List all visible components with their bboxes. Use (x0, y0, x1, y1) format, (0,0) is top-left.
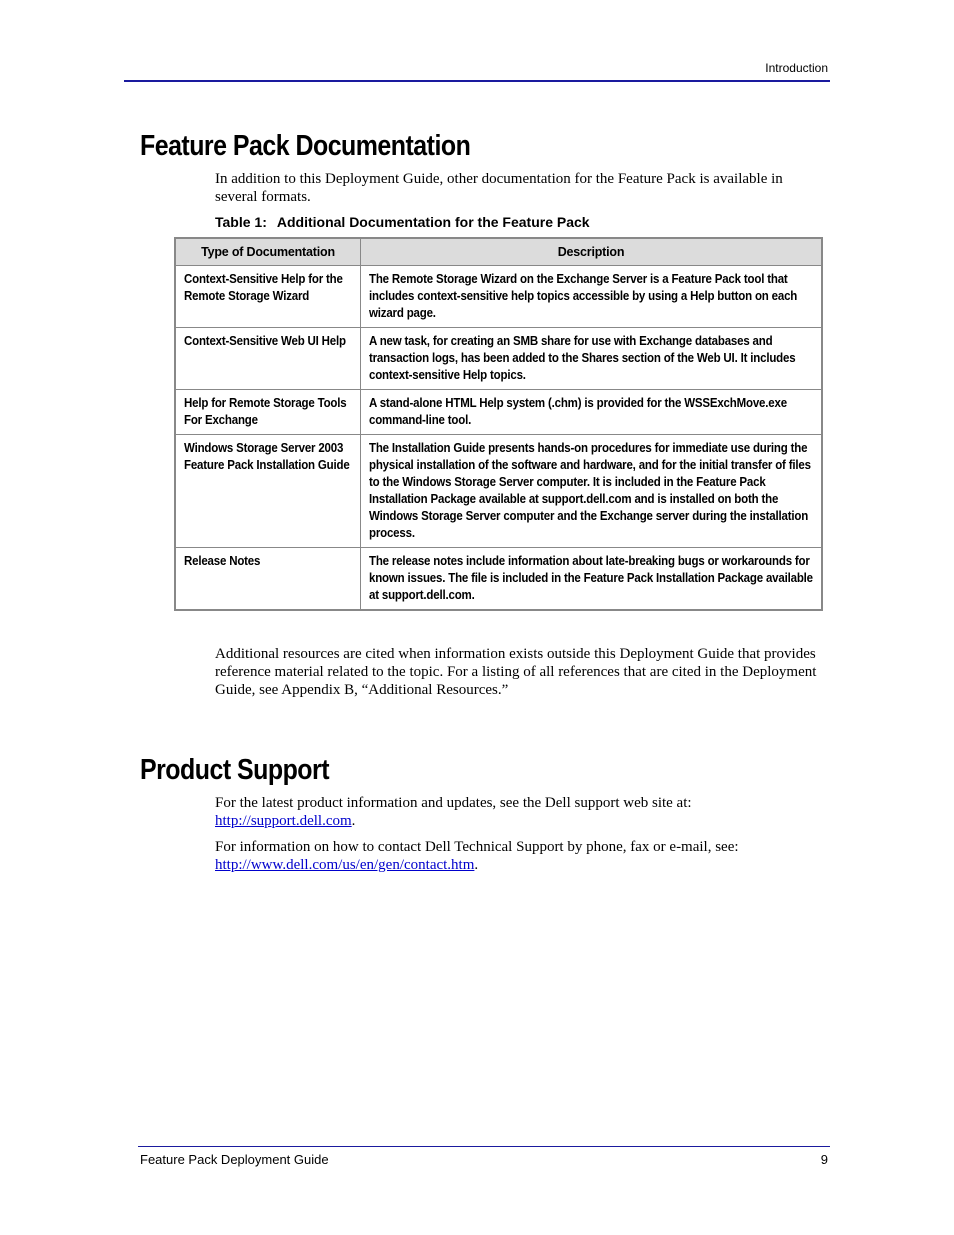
product-support-heading: Product Support (140, 754, 329, 786)
documentation-table (174, 237, 823, 611)
doc-description-text: A stand-alone HTML Help system (.chm) is provided for the WSSExchMove.exe command-line tool. (369, 396, 787, 427)
additional-resources-paragraph: Additional resources are cited when information exists outside this Deployment Guide that provides reference material related to the topic. For a listing of all references that are cited in the Deployment Guide, see Appendix B, “Additional Resources.” (215, 646, 817, 698)
page-number: 9 (820, 1152, 828, 1167)
table-caption-title: Additional Documentation for the Feature Pack (276, 214, 590, 230)
table-row (175, 435, 822, 548)
description-text-start: The release notes include information about late-breaking bugs or workarounds for known issues. The file is included in the Feature Pack Installation Package available at (369, 554, 813, 602)
footer-title: Feature Pack Deployment Guide (140, 1152, 329, 1167)
support-site-link[interactable]: http://support.dell.com (215, 813, 352, 829)
doc-description-cell (361, 266, 823, 328)
column-header-type: Type of Documentation (175, 238, 361, 266)
table-row (175, 266, 822, 328)
doc-type-cell (175, 328, 361, 390)
support-site-reference: support.dell.com (381, 588, 472, 602)
doc-type-text: Release Notes (184, 554, 261, 568)
doc-description-text: A new task, for creating an SMB share for use with Exchange databases and transaction logs, has been added to the Shares section of the Web UI. It includes context-sensitive Help topics. (369, 334, 796, 382)
support-site-reference: support.dell.com (541, 492, 632, 506)
table-header-row (175, 238, 822, 266)
doc-type-cell (175, 548, 361, 611)
doc-type-cell (175, 390, 361, 435)
table-row (175, 328, 822, 390)
contact-link[interactable]: http://www.dell.com/us/en/gen/contact.htm (215, 857, 475, 873)
column-header-description: Description (361, 238, 823, 266)
doc-description-cell (361, 328, 823, 390)
doc-type-text: Context-Sensitive Web UI Help (184, 334, 346, 348)
running-header: Introduction (765, 61, 828, 75)
support-site-period: . (351, 813, 356, 829)
contact-period: . (474, 857, 479, 873)
doc-description-text: The Remote Storage Wizard on the Exchange Server is a Feature Pack tool that includes context-sensitive help topics accessible by using a Help button on each wizard page. (369, 272, 798, 320)
doc-type-cell (175, 435, 361, 548)
table-caption (215, 214, 590, 230)
contact-paragraph (215, 838, 825, 874)
table-caption-number: Table 1: (215, 214, 267, 230)
description-text-end: and is installed on both the Windows Storage Server computer and the Exchange server during the installation process. (369, 492, 809, 540)
table-row (175, 548, 822, 611)
doc-type-text: Windows Storage Server 2003 Feature Pack Installation Guide (184, 441, 350, 472)
footer-rule (138, 1146, 830, 1147)
intro-paragraph: In addition to this Deployment Guide, other documentation for the Feature Pack is available in several formats. (215, 171, 783, 205)
doc-description-text (369, 440, 814, 542)
header-rule (124, 80, 830, 82)
description-text-end: . (471, 588, 475, 602)
doc-type-cell (175, 266, 361, 328)
contact-text: For information on how to contact Dell Technical Support by phone, fax or e-mail, see: (215, 839, 739, 855)
support-site-text: For the latest product information and updates, see the Dell support web site at: (215, 795, 692, 811)
doc-description-text (369, 553, 814, 604)
doc-description-cell (361, 390, 823, 435)
description-text-start: The Installation Guide presents hands-on procedures for immediate use during the physical installation of the software and hardware, and for the initial transfer of files to the Windows Storage Server computer. It is included in the Feature Pack Installation Package available at (369, 441, 811, 506)
table-row (175, 390, 822, 435)
doc-description-cell (361, 548, 823, 611)
feature-pack-heading: Feature Pack Documentation (140, 130, 471, 162)
doc-description-cell (361, 435, 823, 548)
support-site-paragraph (215, 794, 825, 830)
doc-type-text: Help for Remote Storage Tools For Exchange (184, 396, 347, 427)
doc-type-text: Context-Sensitive Help for the Remote Storage Wizard (184, 272, 343, 303)
